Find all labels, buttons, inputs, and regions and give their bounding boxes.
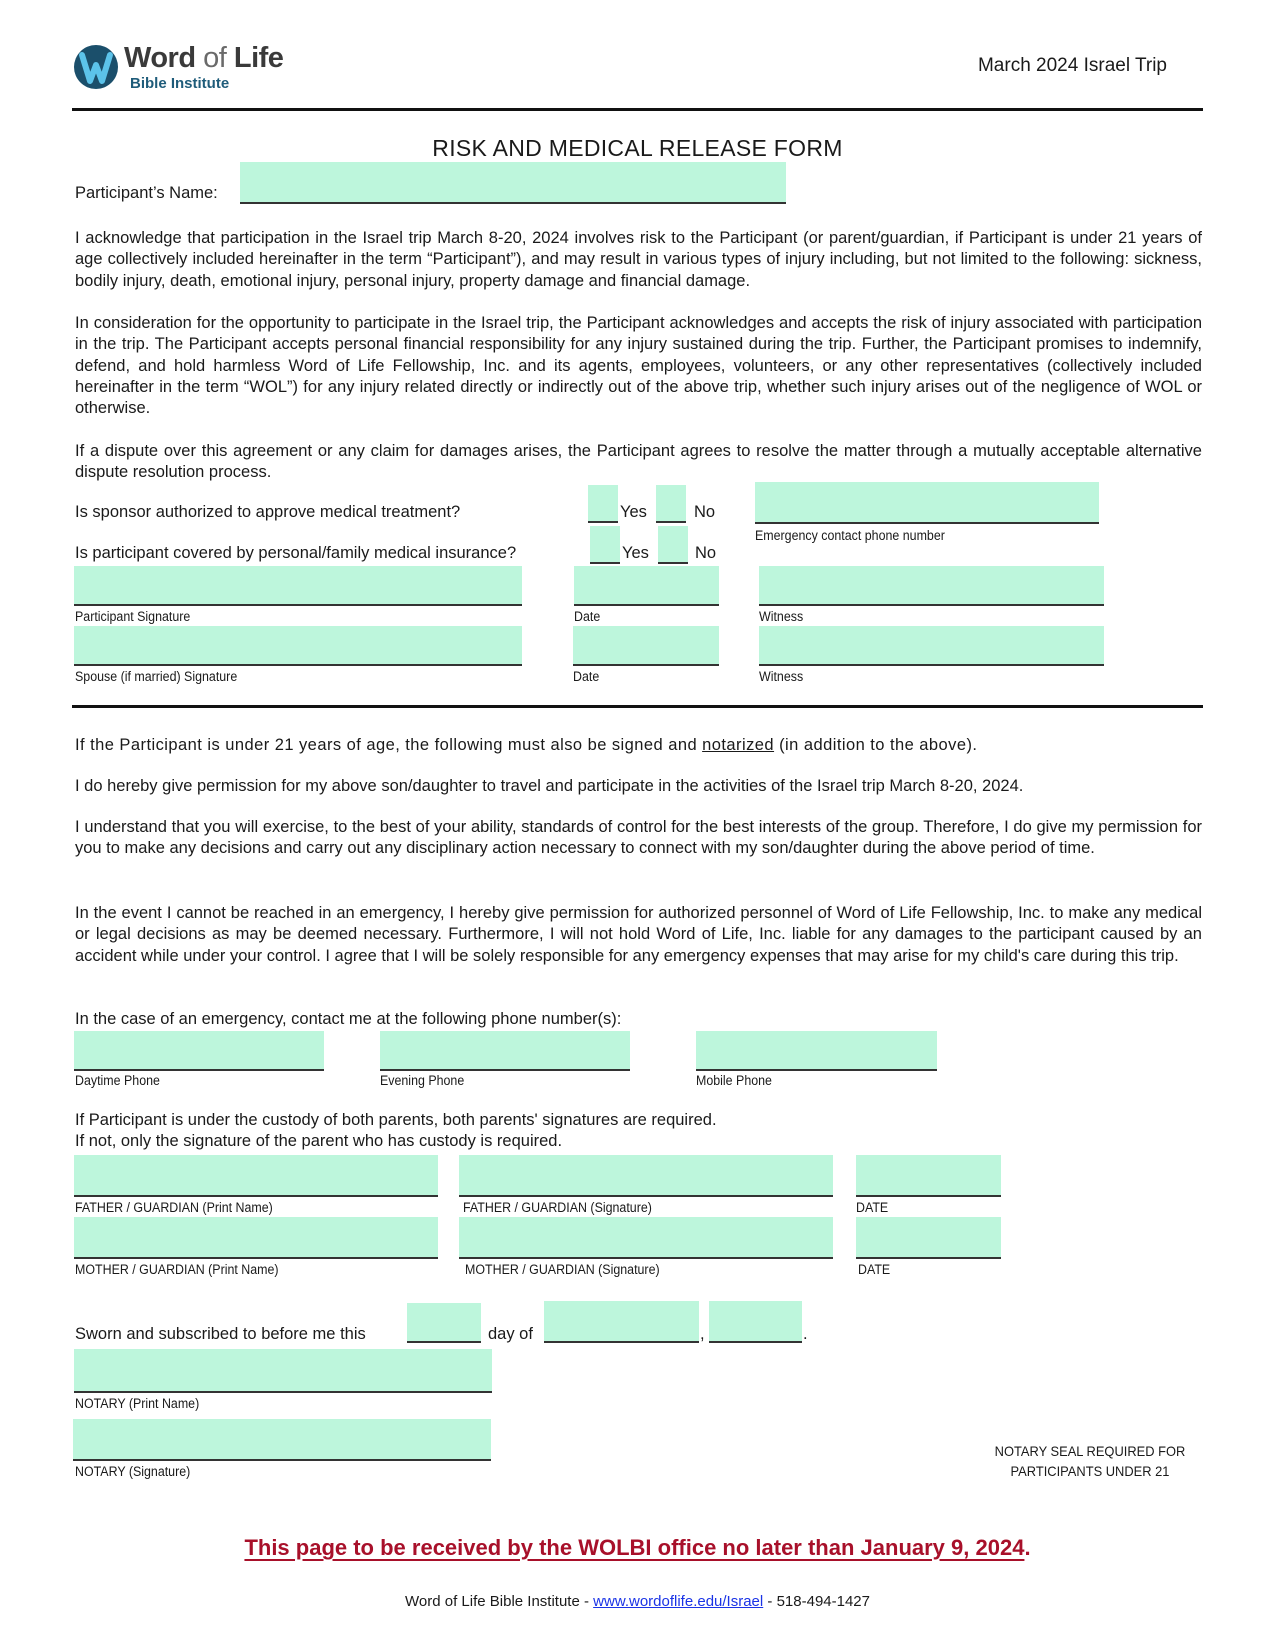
evening-phone-label: Evening Phone	[380, 1073, 465, 1088]
participant-signature-field[interactable]	[74, 566, 522, 606]
notary-seal-line2: PARTICIPANTS UNDER 21	[1010, 1463, 1170, 1479]
daytime-phone-field[interactable]	[74, 1031, 324, 1071]
spouse-date-field[interactable]	[573, 626, 719, 666]
daytime-phone-label: Daytime Phone	[75, 1073, 160, 1088]
mother-signature-label: MOTHER / GUARDIAN (Signature)	[465, 1262, 660, 1277]
form-title: RISK AND MEDICAL RELEASE FORM	[432, 135, 843, 161]
header-divider	[72, 108, 1203, 111]
minor-intro	[75, 736, 977, 755]
deadline-period: .	[1024, 1535, 1031, 1560]
footer-website-link[interactable]: www.wordoflife.edu/Israel	[593, 1593, 764, 1610]
footer-phone: 518-494-1427	[776, 1593, 870, 1610]
day-of-text: day of	[488, 1325, 533, 1343]
father-signature-label: FATHER / GUARDIAN (Signature)	[463, 1200, 652, 1215]
evening-phone-field[interactable]	[380, 1031, 630, 1071]
notary-seal-note	[943, 1441, 1237, 1481]
logo-word: Word	[124, 42, 196, 74]
no-label: No	[695, 544, 717, 562]
father-print-name-label: FATHER / GUARDIAN (Print Name)	[75, 1200, 273, 1215]
mobile-phone-field[interactable]	[696, 1031, 937, 1071]
indemnity-paragraph: In consideration for the opportunity to participate in the Israel trip, the Participant acknowledges and accepts the risk of injury associated with participation in the trip. The Participant accepts personal financial responsibility for any injury sustained during the trip. Further, the Participant promises to indemnify, defend, and hold harmless Word of Life Fellowship, Inc. and its agents, employees, volunteers, or any other representatives (collectively included hereinafter in the term “WOL”) for any injury related directly or indirectly out of the above trip, whether such injury arises out of the negligence of WOL or otherwise.	[75, 314, 1202, 418]
question-sponsor-authorized: Is sponsor authorized to approve medical treatment?	[75, 503, 461, 521]
footer	[0, 1593, 1275, 1610]
date-label: Date	[574, 609, 601, 624]
question-medical-insurance: Is participant covered by personal/family medical insurance?	[75, 544, 517, 562]
logo-w-icon	[74, 45, 118, 89]
notary-print-name-field[interactable]	[74, 1349, 492, 1393]
spouse-witness-field[interactable]	[759, 626, 1104, 666]
mother-print-name-field[interactable]	[74, 1217, 438, 1259]
sponsor-authorized-no-field[interactable]	[656, 485, 686, 523]
yes-label: Yes	[622, 544, 649, 562]
trip-title: March 2024 Israel Trip	[977, 55, 1167, 76]
mother-signature-field[interactable]	[459, 1217, 833, 1259]
permission-paragraph: I do hereby give permission for my above son/daughter to travel and participate in the activities of the Israel trip March 8-20, 2024.	[75, 777, 1024, 795]
sponsor-authorized-yes-field[interactable]	[588, 485, 618, 523]
minor-intro-tail: (in addition to the above).	[774, 736, 978, 754]
notarized-underlined: notarized	[702, 736, 775, 754]
section-divider	[72, 705, 1203, 708]
father-signature-field[interactable]	[459, 1155, 833, 1197]
sworn-month-field[interactable]	[544, 1301, 699, 1343]
deadline-text: This page to be received by the WOLBI office no later than January 9, 2024	[244, 1535, 1025, 1560]
logo-subtitle: Bible Institute	[130, 75, 230, 92]
notary-seal-line1: NOTARY SEAL REQUIRED FOR	[994, 1443, 1186, 1459]
footer-org: Word of Life Bible Institute -	[405, 1593, 594, 1610]
emergency-phones-label: In the case of an emergency, contact me at the following phone number(s):	[75, 1010, 622, 1028]
participant-name-field[interactable]	[240, 162, 786, 204]
deadline-notice	[0, 1535, 1275, 1561]
period: .	[803, 1325, 808, 1343]
father-date-field[interactable]	[856, 1155, 1001, 1197]
custody-note-line2: If not, only the signature of the parent who has custody is required.	[75, 1132, 563, 1150]
sworn-year-field[interactable]	[709, 1301, 802, 1343]
sworn-day-field[interactable]	[407, 1303, 481, 1343]
mobile-phone-label: Mobile Phone	[696, 1073, 772, 1088]
witness-label: Witness	[759, 669, 804, 684]
participant-signature-label: Participant Signature	[75, 609, 191, 624]
mother-date-label: DATE	[858, 1262, 891, 1277]
father-date-label: DATE	[856, 1200, 889, 1215]
yes-label: Yes	[620, 503, 647, 521]
logo-of: of	[203, 42, 227, 74]
dispute-paragraph: If a dispute over this agreement or any claim for damages arises, the Participant agrees to resolve the matter through a mutually acceptable alternative dispute resolution process.	[75, 442, 1202, 482]
medical-insurance-yes-field[interactable]	[590, 526, 620, 564]
emergency-contact-phone-label: Emergency contact phone number	[755, 528, 945, 543]
father-print-name-field[interactable]	[74, 1155, 438, 1197]
custody-note-line1: If Participant is under the custody of both parents, both parents' signatures are required.	[75, 1111, 717, 1129]
spouse-signature-label: Spouse (if married) Signature	[75, 669, 238, 684]
notary-signature-label: NOTARY (Signature)	[75, 1464, 191, 1479]
participant-name-label: Participant’s Name:	[75, 184, 218, 202]
risk-acknowledgement-paragraph: I acknowledge that participation in the Israel trip March 8-20, 2024 involves risk to the Participant (or parent/guardian, if Participant is under 21 years of age collectively included hereinafter in the term “Participant”), and may result in various types of injury including, but not limited to the following: sickness, bodily injury, death, emotional injury, personal injury, property damage and financial damage.	[75, 229, 1202, 290]
participant-witness-field[interactable]	[759, 566, 1104, 606]
participant-date-field[interactable]	[574, 566, 719, 606]
no-label: No	[694, 503, 716, 521]
comma: ,	[700, 1325, 705, 1343]
medical-insurance-no-field[interactable]	[658, 526, 688, 564]
emergency-permission-paragraph: In the event I cannot be reached in an emergency, I hereby give permission for authorized personnel of Word of Life Fellowship, Inc. to make any medical or legal decisions as may be deemed necessary. Furthermore, I will not hold Word of Life, Inc. liable for any damages to the participant caused by an accident while under your control. I agree that I will be solely responsible for any emergency expenses that may arise for my child's care during this trip.	[75, 904, 1202, 965]
notary-print-name-label: NOTARY (Print Name)	[75, 1396, 200, 1411]
sworn-text: Sworn and subscribed to before me this	[75, 1325, 366, 1343]
word-of-life-logo	[72, 42, 302, 94]
notary-signature-field[interactable]	[73, 1419, 491, 1461]
minor-intro-text: If the Participant is under 21 years of age, the following must also be signed and	[75, 736, 703, 754]
date-label: Date	[573, 669, 600, 684]
witness-label: Witness	[759, 609, 804, 624]
control-paragraph: I understand that you will exercise, to the best of your ability, standards of control for the best interests of the group. Therefore, I do give my permission for you to make any decisions and carry out any disciplinary action necessary to connect with my son/daughter during the above period of time.	[75, 818, 1202, 858]
spouse-signature-field[interactable]	[74, 626, 522, 666]
mother-date-field[interactable]	[856, 1217, 1001, 1259]
logo-life: Life	[233, 42, 284, 74]
footer-sep: -	[767, 1593, 777, 1610]
mother-print-name-label: MOTHER / GUARDIAN (Print Name)	[75, 1262, 279, 1277]
emergency-contact-phone-field[interactable]	[755, 482, 1099, 524]
